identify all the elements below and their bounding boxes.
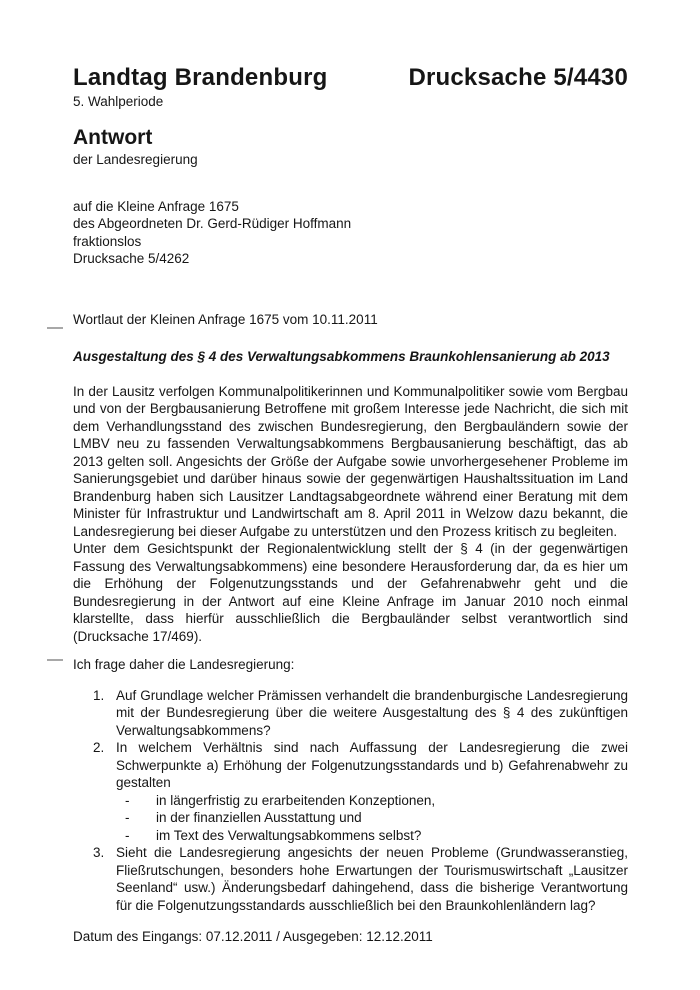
question-number: 2. — [93, 740, 105, 755]
question-number: 3. — [93, 845, 105, 860]
document-header — [73, 64, 628, 92]
answer-subtitle: der Landesregierung — [73, 152, 198, 167]
institution-title: Landtag Brandenburg — [73, 64, 328, 91]
reference-line-anfrage: auf die Kleine Anfrage 1675 — [73, 198, 239, 214]
document-number: Drucksache 5/4430 — [408, 64, 628, 91]
dash-marker: - — [125, 810, 130, 825]
paragraph-regionalentwicklung: Unter dem Gesichtspunkt der Regionalentwicklung stellt der § 4 (in der gegenwärtigen Fassung des Verwaltungsabkommens) eine besondere Herausforderung dar, da es hier um die Erhöhung der Folgenutzungsstands und der Gefahrenabwehr geht und die Bundesregierung in der Antwort auf eine Kleine Anfrage im Januar 2010 noch einmal klarstellte, dass hierfür ausschließlich die Bergbauländer selbst verantwortlich sind (Drucksache 17/469). — [73, 541, 628, 644]
reference-line-drucksache: Drucksache 5/4262 — [73, 251, 190, 266]
fold-mark-bottom — [47, 659, 63, 661]
reference-line-abgeordneter: des Abgeordneten Dr. Gerd-Rüdiger Hoffmann — [73, 216, 352, 231]
dash-marker: - — [125, 792, 130, 808]
question-item-3 — [73, 844, 628, 914]
question-intro: Ich frage daher die Landesregierung: — [73, 657, 295, 672]
question-wording-line: Wortlaut der Kleinen Anfrage 1675 vom 10.11.2011 — [73, 311, 378, 327]
question-number: 1. — [93, 687, 105, 703]
subitem-text: in der finanziellen Ausstattung und — [156, 810, 362, 825]
answer-title: Antwort — [73, 126, 153, 149]
paragraph-intro-lausitz: In der Lausitz verfolgen Kommunalpolitikerinnen und Kommunalpolitiker sowie vom Bergbau und von der Bergbausanierung Betroffene mit großem Interesse jede Nachricht, die sich mit dem Verhandlungsstand des zwischen Bundesregierung, den Bergbauländern sowie der LMBV neu zu fassenden Verwaltungsabkommens Bergbausanierung beschäftigt, das ab 2013 gelten soll. Angesichts der Größe der Aufgabe sowie unvorhergesehener Probleme im Sanierungsgebiet und darüber hinaus sowie der gegenwärtigen Haushaltssituation im Land Brandenburg haben sich Lausitzer Landtagsabgeordnete während einer Beratung mit dem Minister für Infrastruktur und Landwirtschaft am 8. April 2011 in Welzow dazu bekannt, die Landesregierung bei dieser Aufgabe zu unterstützen und den Prozess kritisch zu begleiten. — [73, 383, 628, 539]
legislative-period: 5. Wahlperiode — [73, 94, 164, 109]
subitem-text: in längerfristig zu erarbeitenden Konzeptionen, — [156, 792, 436, 808]
body-paragraphs — [73, 383, 628, 646]
reference-block — [73, 198, 628, 268]
subitem-text: im Text des Verwaltungsabkommens selbst? — [156, 827, 422, 843]
question-text: Sieht die Landesregierung angesichts der neuen Probleme (Grundwasseranstieg, Fließrutschungen, besonders hohe Erwartungen der Tourismuswirtschaft „Lausitzer Seenland“ usw.) Änderungsbedarf dahingehend, dass die bisherige Verantwortung für die Folgenutzungsstandards ausschließlich bei den Braunkohlenländern lag? — [116, 845, 628, 913]
question-list — [73, 687, 628, 915]
footer-dates: Datum des Eingangs: 07.12.2011 / Ausgegeben: 12.12.2011 — [73, 929, 433, 944]
question-2-subitem-1 — [125, 792, 628, 810]
fold-mark-top — [47, 327, 63, 329]
question-2-subitem-2 — [125, 809, 628, 827]
question-item-1 — [73, 687, 628, 740]
question-item-2 — [73, 739, 628, 792]
question-2-subitem-3 — [125, 827, 628, 845]
subject-heading: Ausgestaltung des § 4 des Verwaltungsabkommens Braunkohlensanierung ab 2013 — [73, 349, 610, 364]
question-text: In welchem Verhältnis sind nach Auffassung der Landesregierung die zwei Schwerpunkte a) Erhöhung der Folgenutzungsstandards und b) Gefahrenabwehr zu gestalten — [116, 740, 628, 790]
question-text: Auf Grundlage welcher Prämissen verhandelt die brandenburgische Landesregierung mit der Bundesregierung über die weitere Ausgestaltung des § 4 des zukünftigen Verwaltungsabkommens? — [116, 687, 628, 738]
reference-line-fraktion: fraktionslos — [73, 233, 142, 249]
dash-marker: - — [125, 827, 130, 843]
